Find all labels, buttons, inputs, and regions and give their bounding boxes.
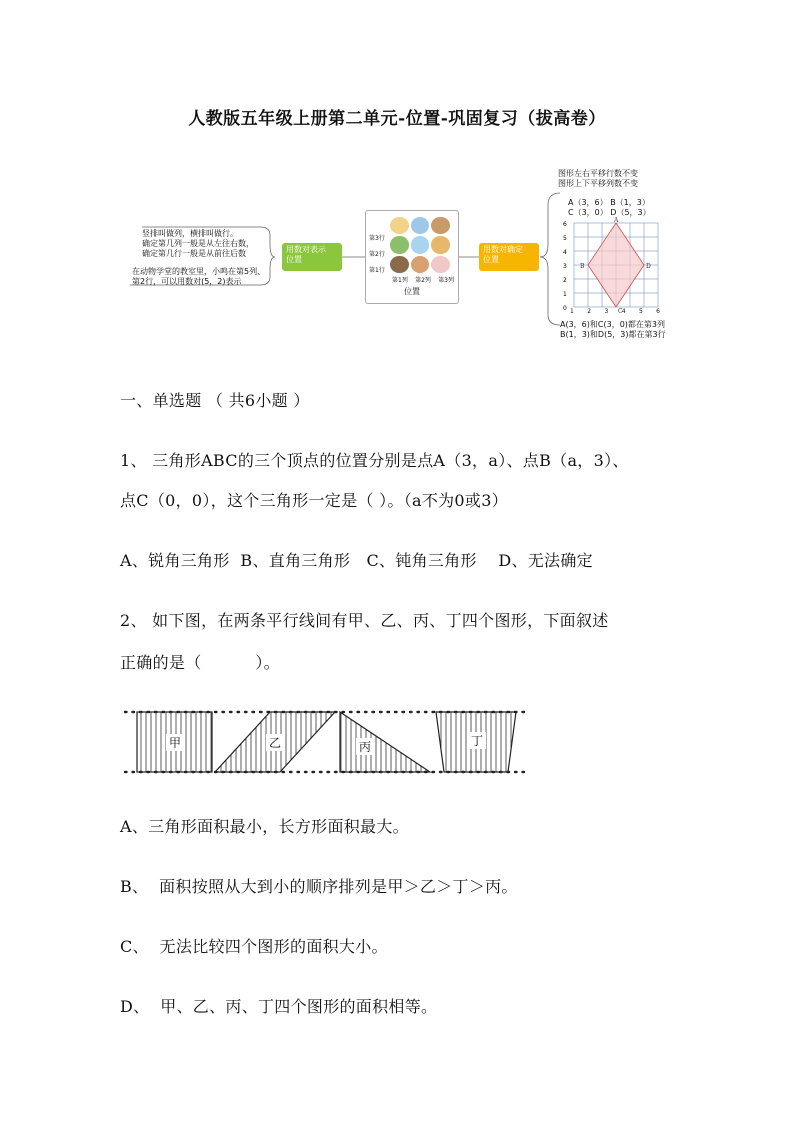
right-node: [479, 243, 539, 271]
node-line: 位置: [483, 255, 499, 264]
x-tick: 2: [587, 308, 592, 315]
x-tick: 5: [638, 308, 643, 315]
note-line: 确定第几列一般是从左往右数，: [142, 239, 254, 248]
animal-icon: [390, 236, 409, 253]
animal-icon: [390, 256, 409, 273]
y-tick: 4: [563, 249, 567, 256]
animal-icon: [431, 217, 450, 234]
y-tick: 2: [563, 277, 567, 284]
note-line: 图形左右平移行数不变: [558, 169, 638, 178]
x-tick: 1: [570, 308, 574, 315]
parallel-lines-figure: [120, 702, 530, 782]
note-line: 在动物学堂的教室里，小鸣在第5列、: [132, 267, 266, 276]
q2-option-b: B、 面积按照从大到小的顺序排列是甲＞乙＞丁＞丙。: [120, 877, 518, 896]
y-tick: 6: [563, 221, 567, 228]
note-line: 第2行，可以用数对(5，2)表示: [132, 277, 242, 286]
x-tick: 6: [656, 308, 660, 315]
note-line: 确定第几行一般是从前往后数: [142, 249, 246, 258]
y-tick: 1: [563, 291, 567, 298]
left-note-1: [142, 229, 272, 259]
point-label: B: [580, 263, 585, 270]
label-bing: 丙: [356, 738, 374, 755]
animal-icon: [431, 236, 450, 253]
left-note-2: [132, 267, 277, 287]
coord-line: A（3，6） B（1，3）: [568, 198, 650, 207]
node-line: 用数对表示: [286, 245, 326, 254]
right-bottom-note: [560, 320, 666, 340]
x-tick: 3: [604, 308, 609, 315]
animal-icon: [431, 256, 450, 273]
y-tick: 3: [563, 263, 567, 270]
col-label: 第3列: [438, 277, 454, 284]
col-label: 第2列: [415, 277, 431, 284]
node-line: 用数对确定: [483, 245, 523, 254]
y-tick: 5: [563, 235, 567, 242]
label-jia: 甲: [166, 734, 184, 751]
q2-option-d: D、 甲、乙、丙、丁四个图形的面积相等。: [120, 997, 438, 1016]
right-top-note: [558, 169, 638, 189]
left-node: [282, 243, 342, 271]
note-line: B(1，3)和D(5，3)都在第3行: [560, 330, 666, 339]
center-card: [365, 210, 459, 304]
q2-option-c: C、 无法比较四个图形的面积大小。: [120, 937, 388, 956]
animal-icon: [390, 217, 409, 234]
q1-line1: 1、 三角形ABC的三个顶点的位置分别是点A（3，a）、点B（a，3）、: [120, 451, 629, 470]
row-label: 第2行: [369, 251, 385, 258]
shape-bing-triangle: [340, 712, 430, 772]
node-line: 位置: [286, 255, 302, 264]
animal-icon: [411, 217, 430, 234]
col-label: 第1列: [392, 277, 408, 284]
label-yi: 乙: [266, 734, 284, 751]
section-heading: 一、单选题 （ 共6小题 ）: [120, 391, 310, 410]
point-label: A: [614, 217, 619, 224]
q2-line1: 2、 如下图，在两条平行线间有甲、乙、丙、丁四个图形，下面叙述: [120, 611, 609, 630]
page-title: 人教版五年级上册第二单元-位置-巩固复习（拔高卷）: [188, 109, 606, 129]
rhombus: [588, 223, 644, 307]
row-label: 第3行: [369, 235, 385, 242]
note-line: 图形上下平移列数不变: [558, 179, 638, 188]
col-labels: [392, 275, 454, 284]
point-label: D: [646, 263, 651, 270]
point-label: C: [618, 308, 623, 315]
note-line: A(3，6)和C(3，0)都在第3列: [560, 320, 665, 329]
q2-option-a: A、三角形面积最小，长方形面积最大。: [120, 817, 409, 836]
animal-icon: [411, 256, 430, 273]
x-ticks: [570, 308, 660, 315]
note-line: 竖排叫做列，横排叫做行。: [142, 229, 238, 238]
y-tick: 0: [563, 305, 567, 312]
animal-grid: [390, 217, 450, 273]
q1-line2: 点C（0，0），这个三角形一定是（ ）。（a不为0或3）: [120, 491, 508, 510]
label-ding: 丁: [468, 732, 486, 749]
x-tick: 4: [621, 308, 626, 315]
coord-line: C（3，0） D（5，3）: [568, 208, 651, 217]
row-label: 第1行: [369, 267, 385, 274]
coords-text: [568, 198, 651, 218]
mindmap: [120, 165, 670, 350]
coordinate-grid: [560, 217, 665, 315]
q1-options: A、锐角三角形 B、直角三角形 C、钝角三角形 D、无法确定: [120, 551, 593, 570]
q2-line2: 正确的是（ ）。: [120, 653, 280, 672]
animal-icon: [411, 236, 430, 253]
center-label: 位置: [404, 287, 420, 296]
